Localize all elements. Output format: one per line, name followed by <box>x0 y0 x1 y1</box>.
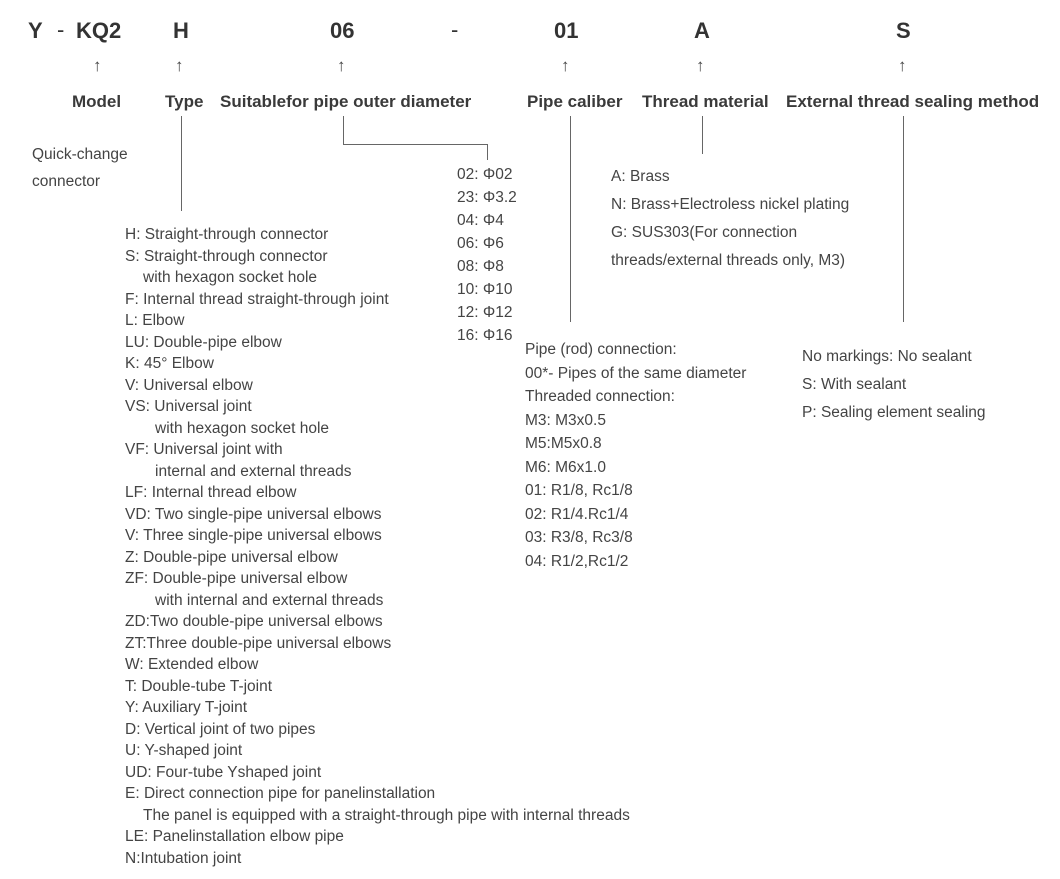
type-option: LE: Panelinstallation elbow pipe <box>125 828 344 845</box>
type-option: F: Internal thread straight-through joint <box>125 290 389 308</box>
caliber-option: 01: R1/8, Rc1/8 <box>525 482 633 499</box>
type-option: N:Intubation joint <box>125 849 242 867</box>
caliber-option: 00*- Pipes of the same diameter <box>525 364 747 382</box>
code-dash-1: - <box>57 17 65 42</box>
code-model: KQ2 <box>76 18 122 43</box>
diameter-option: 06: Φ6 <box>457 235 504 252</box>
caliber-option: 02: R1/4.Rc1/4 <box>525 505 629 523</box>
caliber-option: M3: M3x0.5 <box>525 411 606 429</box>
arrow-up-icon: ↑ <box>898 56 907 75</box>
type-option: H: Straight-through connector <box>125 226 329 243</box>
sealing-connector-line <box>903 116 904 322</box>
type-option: V: Three single-pipe universal elbows <box>125 527 382 544</box>
model-desc-line-1: Quick-change <box>32 146 128 163</box>
diameter-connector-line-b <box>343 144 487 145</box>
type-connector-line <box>181 116 182 211</box>
code-material: A <box>694 18 710 43</box>
header-material: Thread material <box>642 92 769 111</box>
type-option: with hexagon socket hole <box>155 419 330 437</box>
type-option: K: 45° Elbow <box>125 355 214 372</box>
code-diameter: 06 <box>330 18 355 43</box>
material-option: G: SUS303(For connection <box>611 224 798 241</box>
model-desc-line-2: connector <box>32 173 101 190</box>
type-option: E: Direct connection pipe for panelinstallation <box>125 785 436 802</box>
type-option: with hexagon socket hole <box>143 269 318 286</box>
sealing-option: No markings: No sealant <box>802 348 972 365</box>
arrow-up-icon: ↑ <box>561 56 570 75</box>
type-option: UD: Four-tube Yshaped joint <box>125 763 322 781</box>
diameter-option: 04: Φ4 <box>457 212 504 229</box>
type-option: L: Elbow <box>125 312 185 329</box>
type-option: Z: Double-pipe universal elbow <box>125 548 338 566</box>
type-option: Y: Auxiliary T-joint <box>125 699 248 716</box>
caliber-option: Threaded connection: <box>525 388 675 405</box>
type-option: with internal and external threads <box>155 591 384 609</box>
diameter-option: 02: Φ02 <box>457 166 513 183</box>
caliber-option: 03: R3/8, Rc3/8 <box>525 529 633 546</box>
diameter-option: 08: Φ8 <box>457 258 504 275</box>
header-sealing: External thread sealing method <box>786 92 1040 111</box>
caliber-options-list <box>525 338 746 573</box>
diameter-options-list <box>457 163 517 347</box>
arrow-up-icon: ↑ <box>93 56 102 75</box>
diameter-option: 10: Φ10 <box>457 281 513 298</box>
type-option: D: Vertical joint of two pipes <box>125 720 316 738</box>
type-option: W: Extended elbow <box>125 656 259 673</box>
type-option: VS: Universal joint <box>125 398 252 415</box>
material-options-list <box>611 163 849 275</box>
diameter-connector-line-c <box>487 144 488 160</box>
type-option: LU: Double-pipe elbow <box>125 333 282 351</box>
material-option: threads/external threads only, M3) <box>611 252 846 269</box>
header-model: Model <box>72 92 122 111</box>
arrow-up-icon: ↑ <box>175 56 184 75</box>
code-caliber: 01 <box>554 18 579 43</box>
type-option: internal and external threads <box>155 462 352 480</box>
sealing-option: S: With sealant <box>802 376 907 393</box>
diameter-option: 16: Φ16 <box>457 327 513 344</box>
code-type: H <box>173 18 189 43</box>
code-dash-2: - <box>451 17 459 42</box>
sealing-options-list <box>802 343 986 427</box>
type-option: VD: Two single-pipe universal elbows <box>125 505 382 523</box>
code-sealing: S <box>896 18 911 43</box>
material-option: A: Brass <box>611 168 670 185</box>
type-option: VF: Universal joint with <box>125 441 283 458</box>
arrow-up-icon: ↑ <box>696 56 705 75</box>
sealing-option: P: Sealing element sealing <box>802 404 986 421</box>
type-option: LF: Internal thread elbow <box>125 484 297 501</box>
caliber-option: M6: M6x1.0 <box>525 458 606 476</box>
material-connector-line <box>702 116 703 154</box>
caliber-option: 04: R1/2,Rc1/2 <box>525 552 629 570</box>
type-option: T: Double-tube T-joint <box>125 677 273 695</box>
type-option: ZD:Two double-pipe universal elbows <box>125 613 383 630</box>
type-option: ZT:Three double-pipe universal elbows <box>125 634 392 652</box>
header-diameter: Suitablefor pipe outer diameter <box>220 92 472 111</box>
type-option: ZF: Double-pipe universal elbow <box>125 570 348 587</box>
caliber-option: Pipe (rod) connection: <box>525 341 677 358</box>
header-caliber: Pipe caliber <box>527 92 623 111</box>
type-option: U: Y-shaped joint <box>125 742 243 759</box>
type-option: S: Straight-through connector <box>125 247 328 265</box>
arrow-up-icon: ↑ <box>337 56 346 75</box>
diameter-connector-line-a <box>343 116 344 144</box>
code-y: Y <box>28 18 43 43</box>
type-option: V: Universal elbow <box>125 376 253 394</box>
header-type: Type <box>165 92 204 111</box>
diameter-option: 12: Φ12 <box>457 304 513 321</box>
type-option: The panel is equipped with a straight-through pipe with internal threads <box>143 806 630 824</box>
caliber-option: M5:M5x0.8 <box>525 435 602 452</box>
material-option: N: Brass+Electroless nickel plating <box>611 196 850 213</box>
diameter-option: 23: Φ3.2 <box>457 189 517 206</box>
